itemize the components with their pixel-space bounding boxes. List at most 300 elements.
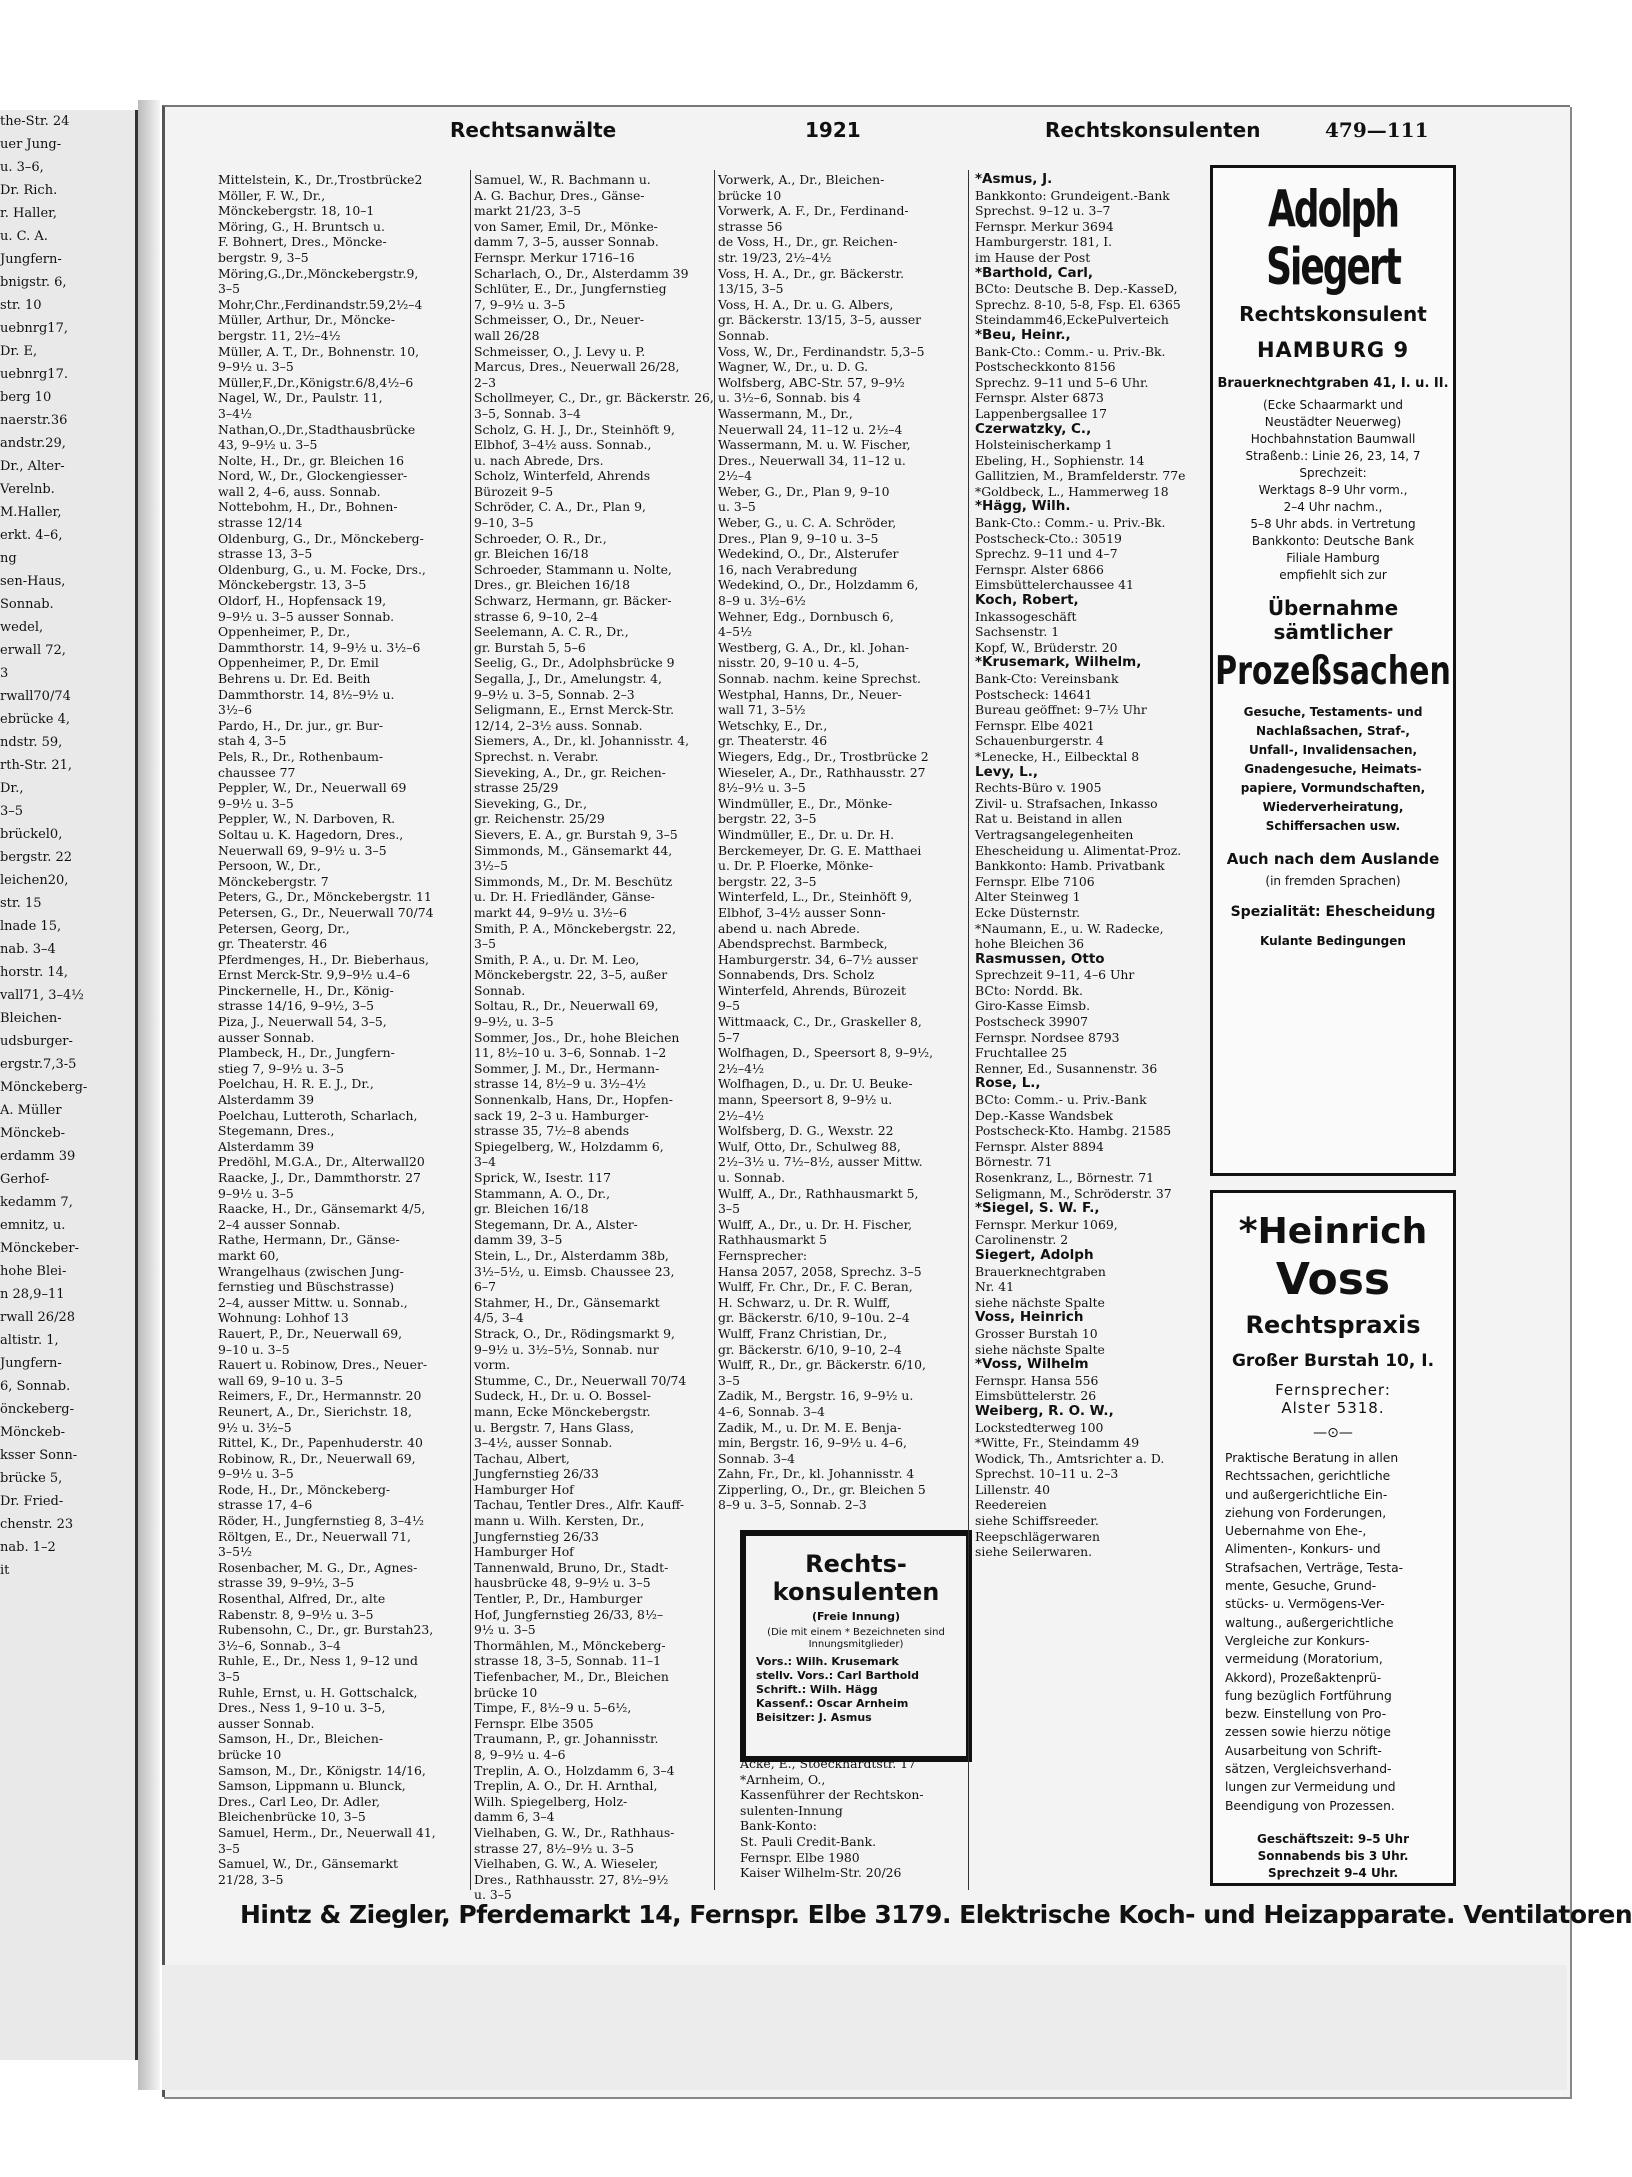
ad2-services-text (1225, 1449, 1443, 1815)
directory-entry: Schröder, C. A., Dr., Plan 9, (474, 499, 646, 515)
directory-entry: u. 3–5 (718, 499, 756, 515)
consultant-entry: hohe Bleichen 36 (975, 936, 1084, 952)
ad2-text-line: Ausarbeitung von Schrift- (1225, 1743, 1382, 1758)
directory-entry: markt 60, (218, 1247, 280, 1263)
left-facing-page (0, 110, 138, 2060)
directory-entry: Sieveking, G., Dr., (474, 795, 588, 811)
directory-entry: Pferdmenges, H., Dr. Bieberhaus, (218, 951, 429, 967)
left-page-line: ksser Sonn- (0, 1448, 78, 1463)
directory-entry: 4–5½ (718, 624, 752, 640)
directory-entry: Simmonds, M., Gänsemarkt 44, (474, 842, 673, 858)
directory-entry: damm 7, 3–5, ausser Sonnab. (474, 234, 659, 250)
consultant-entry: *Beu, Heinr., (975, 326, 1071, 343)
directory-entry: gr. Bäckerstr. 6/10, 9–10, 2–4 (718, 1341, 902, 1357)
consultant-entry: Carolinenstr. 2 (975, 1232, 1069, 1248)
directory-entry: Fernspr. Elbe 3505 (474, 1715, 594, 1731)
ad-adolph-siegert (1210, 165, 1456, 1176)
directory-entry: Weber, G., Dr., Plan 9, 9–10 (718, 483, 890, 499)
directory-entry: Röltgen, E., Dr., Neuerwall 71, (218, 1528, 411, 1544)
directory-entry: strasse 18, 3–5, Sonnab. 11–1 (474, 1653, 662, 1669)
left-page-line: r. Haller, (0, 206, 58, 221)
directory-entry: Sonnab. (474, 982, 526, 998)
directory-entry: Peppler, W., Dr., Neuerwall 69 (218, 780, 407, 796)
directory-entry: Hansa 2057, 2058, Sprechz. 3–5 (718, 1263, 922, 1279)
directory-entry: mann, Ecke Mönckebergstr. (474, 1403, 651, 1419)
left-page-line: str. 15 (0, 896, 42, 911)
directory-entry: Acke, E., Stoeckhardtstr. 17 (740, 1756, 916, 1771)
directory-entry: Samson, H., Dr., Bleichen- (218, 1731, 384, 1747)
directory-entry: 3½–5½, u. Eimsb. Chaussee 23, (474, 1263, 675, 1279)
directory-entry: Pels, R., Dr., Rothenbaum- (218, 748, 384, 764)
column-2-entries (474, 172, 714, 1903)
column-1-entries (218, 172, 468, 1892)
directory-entry: strasse 17, 4–6 (218, 1497, 313, 1513)
directory-entry: Mönckebergstr. 18, 10–1 (218, 203, 375, 219)
directory-entry: Seelig, G., Dr., Adolphsbrücke 9 (474, 655, 675, 671)
consultant-entry: Postscheck-Cto.: 30519 (975, 530, 1122, 546)
left-page-line: Mönckeb- (0, 1425, 66, 1440)
directory-entry: ausser Sonnab. (218, 1029, 315, 1045)
consultant-entry: Eimsbüttelerchaussee 41 (975, 577, 1134, 593)
left-page-line: it (0, 1563, 10, 1578)
ad1-service-line: Gnadengesuche, Heimats- (1244, 762, 1422, 776)
left-page-line: str. 10 (0, 298, 42, 313)
directory-entry: Mittelstein, K., Dr.,Trostbrücke2 (218, 172, 423, 187)
rechtskonsulenten-box (740, 1530, 972, 1762)
left-page-line: Gerhof- (0, 1172, 50, 1187)
directory-entry: Schroeder, O. R., Dr., (474, 530, 607, 546)
rk-subtitle: (Freie Innung) (811, 1610, 901, 1623)
directory-entry: u. 3½–6, Sonnab. bis 4 (718, 390, 861, 406)
consultant-entry: Reedereien (975, 1497, 1047, 1513)
left-page-line: Dr., (0, 781, 24, 796)
directory-entry: 11, 8½–10 u. 3–6, Sonnab. 1–2 (474, 1045, 667, 1061)
directory-entry: gr. Bäckerstr. 6/10, 9–10u. 2–4 (718, 1310, 910, 1326)
consultant-entry: siehe nächste Spalte (975, 1294, 1105, 1310)
directory-entry: Timpe, F., 8½–9 u. 5–6½, (474, 1700, 632, 1716)
directory-entry: 3–4½ (218, 405, 252, 421)
consultant-entry: Sprechz. 9–11 und 4–7 (975, 546, 1118, 562)
directory-entry: 9–9½ u. 3–5 (218, 1185, 294, 1201)
directory-entry: *Arnheim, O., (740, 1771, 826, 1787)
directory-entry: stieg 7, 9–9½ u. 3–5 (218, 1060, 344, 1076)
left-page-line: u. 3–6, (0, 160, 44, 175)
directory-entry: Kaiser Wilhelm-Str. 20/26 (740, 1865, 902, 1881)
ad2-text-line: fung bezüglich Fortführung (1225, 1688, 1392, 1703)
directory-entry: Wulff, A., Dr., u. Dr. H. Fischer, (718, 1216, 913, 1232)
directory-entry: Thormählen, M., Mönckeberg- (474, 1637, 666, 1653)
ad1-title: Rechtskonsulent (1239, 302, 1427, 326)
directory-entry: abend u. nach Abrede. (718, 920, 860, 936)
directory-entry: Samson, Lippmann u. Blunck, (218, 1778, 406, 1794)
directory-entry: Berckemeyer, Dr. G. E. Matthaei (718, 842, 922, 858)
rk-board-member: Vors.: Wilh. Krusemark (756, 1655, 899, 1668)
directory-entry: 8–9 u. 3½–6½ (718, 593, 806, 609)
consultant-entry: Zivil- u. Strafsachen, Inkasso (975, 795, 1158, 811)
directory-entry: Schroeder, Stammann u. Nolte, (474, 561, 672, 577)
consultant-entry: BCto: Comm.- u. Priv.-Bank (975, 1092, 1147, 1108)
left-page-line: A. Müller (0, 1103, 62, 1118)
directory-entry: Wedekind, O., Dr., Holzdamm 6, (718, 577, 919, 593)
directory-entry: nisstr. 20, 9–10 u. 4–5, (718, 655, 860, 671)
directory-entry: Stegemann, Dres., (218, 1123, 335, 1139)
header-year: 1921 (805, 118, 861, 142)
directory-entry: Reimers, F., Dr., Hermannstr. 20 (218, 1388, 422, 1404)
consultant-entry: Ehescheidung u. Alimentat-Proz. (975, 842, 1182, 858)
consultant-entry: Inkassogeschäft (975, 608, 1077, 624)
ad2-hours-line: Geschäftszeit: 9–5 Uhr (1256, 1831, 1409, 1846)
directory-entry: Vorwerk, A. F., Dr., Ferdinand- (718, 203, 909, 219)
directory-entry: 3½–6 (218, 702, 252, 718)
directory-entry: de Voss, H., Dr., gr. Reichen- (718, 234, 898, 250)
ad2-text-line: stücks- u. Vermögens-Ver- (1225, 1597, 1385, 1612)
directory-entry: Alsterdamm 39 (218, 1138, 315, 1154)
ad1-service-line: Nachlaßsachen, Straf-, (1256, 724, 1410, 738)
directory-entry: u. Bergstr. 7, Hans Glass, (474, 1419, 635, 1435)
ad2-address: Großer Burstah 10, I. (1231, 1351, 1435, 1371)
directory-entry: bergstr. 9, 3–5 (218, 249, 309, 265)
left-page-line: ergstr.7,3-5 (0, 1057, 77, 1072)
directory-entry: Marcus, Dres., Neuerwall 26/28, (474, 359, 680, 375)
directory-entry: Wulff, Fr. Chr., Dr., F. C. Beran, (718, 1279, 913, 1295)
directory-entry: Wagner, W., Dr., u. D. G. (718, 359, 869, 375)
left-page-line: naerstr.36 (0, 413, 68, 428)
directory-entry: wall 71, 3–5½ (718, 702, 806, 718)
directory-entry: Kassenführer der Rechtskon- (740, 1787, 924, 1803)
directory-entry: Nolte, H., Dr., gr. Bleichen 16 (218, 452, 405, 468)
ad1-detail-line: empfiehlt sich zur (1279, 568, 1387, 582)
directory-entry: Samuel, W., Dr., Gänsemarkt (218, 1856, 398, 1872)
directory-entry: 3–5, Sonnab. 3–4 (474, 405, 581, 421)
consultant-entry: Reepschlägerwaren (975, 1528, 1100, 1544)
directory-entry: Dres., Neuerwall 34, 11–12 u. (718, 452, 906, 468)
directory-entry: Piza, J., Neuerwall 54, 3–5, (218, 1014, 387, 1030)
left-page-line: wedel, (0, 620, 44, 635)
ad2-first-name: Heinrich (1257, 1211, 1428, 1252)
left-page-line: Dr. Rich. (0, 183, 58, 198)
consultant-entry: *Hägg, Wilh. (975, 498, 1071, 515)
left-page-line: ndstr. 59, (0, 735, 63, 750)
consultant-entry: Ebeling, H., Sophienstr. 14 (975, 452, 1145, 468)
consultant-entry: *Lenecke, H., Eilbecktal 8 (975, 748, 1140, 764)
directory-entry: 2–4 ausser Sonnab. (218, 1216, 341, 1232)
directory-entry: Wehner, Edg., Dornbusch 6, (718, 608, 894, 624)
consultant-entry: Hamburgerstr. 181, I. (975, 234, 1113, 250)
directory-entry: Wassermann, M., Dr., (718, 405, 853, 421)
ad2-text-line: ziehung von Forderungen, (1225, 1505, 1387, 1520)
consultant-entry: Rasmussen, Otto (975, 950, 1105, 967)
left-page-line: hohe Blei- (0, 1264, 67, 1279)
left-page-line: rwall70/74 (0, 689, 71, 704)
directory-entry: Tannenwald, Bruno, Dr., Stadt- (474, 1559, 669, 1575)
directory-entry: Zadik, M., Bergstr. 16, 9–9½ u. (718, 1388, 914, 1404)
ad1-terms: Kulante Bedingungen (1260, 934, 1406, 948)
directory-entry: brücke 10 (218, 1746, 282, 1762)
column-4-consultants (975, 172, 1230, 1902)
ad1-abroad-languages: (in fremden Sprachen) (1265, 874, 1401, 888)
ad2-text-line: sätzen, Vergleichsverhand- (1225, 1762, 1392, 1777)
directory-entry: 3–5 (718, 1372, 740, 1388)
directory-entry: markt 44, 9–9½ u. 3½–6 (474, 904, 627, 920)
directory-entry: 3–4 (474, 1154, 496, 1170)
directory-entry: Mönckebergstr. 22, 3–5, außer (474, 967, 668, 983)
directory-entry: Möring,G.,Dr.,Mönckebergstr.9, (218, 265, 419, 281)
ad1-service-line: Schiffersachen usw. (1265, 819, 1401, 833)
consultant-entry: Bankkonto: Hamb. Privatbank (975, 858, 1165, 874)
directory-entry: 3½–6, Sonnab., 3–4 (218, 1637, 341, 1653)
consultant-entry: Bureau geöffnet: 9–7½ Uhr (975, 702, 1147, 718)
consultant-entry: Lillenstr. 40 (975, 1481, 1050, 1497)
consultant-entry: Rosenkranz, L., Börnestr. 71 (975, 1170, 1155, 1185)
consultant-entry: Grosser Burstah 10 (975, 1325, 1098, 1341)
consultant-entry: Sprechzeit 9–11, 4–6 Uhr (975, 967, 1135, 983)
consultant-entry: Holsteinischerkamp 1 (975, 437, 1113, 453)
directory-entry: 9½ u. 3–5 (474, 1622, 536, 1638)
directory-entry: Windmüller, E., Dr. u. Dr. H. (718, 826, 895, 842)
consultant-entry: Eimsbüttelerstr. 26 (975, 1388, 1097, 1404)
left-page-line: erwall 72, (0, 643, 66, 658)
consultant-entry: Kopf, W., Brüderstr. 20 (975, 639, 1118, 655)
left-page-line: erdamm 39 (0, 1149, 76, 1164)
directory-entry: 3–5 (474, 936, 496, 952)
directory-entry: Strack, O., Dr., Rödingsmarkt 9, (474, 1325, 675, 1341)
directory-entry: Wulff, Franz Christian, Dr., (718, 1325, 888, 1341)
directory-entry: wall 69, 9–10 u. 3–5 (218, 1372, 344, 1388)
directory-entry: Oldorf, H., Hopfensack 19, (218, 593, 387, 609)
directory-entry: Dammthorstr. 14, 8½–9½ u. (218, 686, 395, 702)
directory-entry: Schwarz, Hermann, gr. Bäcker- (474, 593, 672, 609)
directory-entry: Elbhof, 3–4½ ausser Sonn- (718, 904, 886, 920)
ad2-text-line: Uebernahme von Ehe-, (1225, 1524, 1367, 1539)
directory-entry: Sieveking, A., Dr., gr. Reichen- (474, 764, 666, 780)
directory-entry: von Samer, Emil, Dr., Mönke- (474, 218, 658, 234)
ad2-text-line: zessen sowie hierzu nötige (1225, 1725, 1391, 1740)
consultant-entry: Börnestr. 71 (975, 1154, 1053, 1170)
directory-entry: 9–9½ u. 3–5 (218, 795, 294, 811)
left-page-line: M.Haller, (0, 505, 62, 520)
directory-entry: Neuerwall 69, 9–9½ u. 3–5 (218, 842, 387, 858)
directory-entry: 8½–9½ u. 3–5 (718, 780, 806, 796)
directory-entry: Weber, G., u. C. A. Schröder, (718, 515, 897, 531)
left-page-line: Sonnab. (0, 597, 54, 612)
ad1-detail-line: (Ecke Schaarmarkt und (1262, 398, 1404, 412)
left-page-line: brückel0, (0, 827, 63, 842)
directory-entry: Vielhaben, G. W., Dr., Rathhaus- (474, 1824, 675, 1840)
ad1-specialty: Spezialität: Ehescheidung (1230, 904, 1436, 920)
directory-entry: Abendsprechst. Barmbeck, (718, 936, 888, 952)
consultant-entry: Fernspr. Alster 6873 (975, 390, 1104, 406)
directory-entry: Sprick, W., Isestr. 117 (474, 1170, 612, 1185)
directory-entry: Treplin, A. O., Dr. H. Arnthal, (474, 1778, 658, 1794)
directory-entry: Fernspr. Merkur 1716–16 (474, 249, 635, 265)
directory-entry: brücke 10 (718, 187, 782, 203)
directory-entry: Scholz, G. H. J., Dr., Steinhöft 9, (474, 421, 675, 437)
left-page-line: rth-Str. 21, (0, 758, 73, 773)
directory-entry: Stammann, A. O., Dr., (474, 1185, 611, 1201)
rk-note: (Die mit einem * Bezeichneten sind Innungsmitglieder) (767, 1627, 945, 1650)
ad2-phone-label: Fernsprecher: (1275, 1381, 1391, 1399)
directory-entry: u. Dr. P. Floerke, Mönke- (718, 858, 874, 874)
consultant-entry: Fernspr. Nordsee 8793 (975, 1029, 1120, 1045)
directory-entry: Ernst Merck-Str. 9,9–9½ u.4–6 (218, 967, 411, 983)
directory-entry: Sievers, E. A., gr. Burstah 9, 3–5 (474, 826, 678, 842)
consultant-entry: Bank-Cto.: Comm.- u. Priv.-Bk. (975, 343, 1166, 359)
left-page-line: bnigstr. 6, (0, 275, 67, 290)
consultant-entry: Ecke Düsternstr. (975, 904, 1081, 920)
left-page-line: brücke 5, (0, 1471, 63, 1486)
rk-board-list (756, 1655, 956, 1725)
left-page-line: rwall 26/28 (0, 1310, 76, 1325)
consultant-entry: Lockstedterweg 100 (975, 1419, 1104, 1435)
directory-entry: bergstr. 22, 3–5 (718, 811, 817, 827)
consultant-entry: Lappenbergsallee 17 (975, 405, 1107, 421)
directory-entry: Wulff, A., Dr., Rathhausmarkt 5, (718, 1185, 919, 1201)
directory-entry: 2–3 (474, 374, 496, 390)
directory-entry: Voss, W., Dr., Ferdinandstr. 5,3–5 (718, 343, 925, 359)
directory-entry: Seelemann, A. C. R., Dr., (474, 624, 629, 640)
consultant-entry: Rat u. Beistand in allen (975, 811, 1123, 827)
directory-entry: 16, nach Verabredung (718, 561, 858, 577)
directory-entry: 9–9½ u. 3–5, Sonnab. 2–3 (474, 686, 635, 702)
directory-entry: fernstieg und Büschstrasse) (218, 1279, 395, 1295)
directory-entry: 3–4½, ausser Sonnab. (474, 1435, 613, 1451)
directory-entry: Bank-Konto: (740, 1818, 817, 1834)
directory-entry: 9–10, 3–5 (474, 515, 534, 531)
directory-entry: Möring, G., H. Bruntsch u. (218, 218, 385, 234)
consultant-entry: Sprechz. 9–11 und 5–6 Uhr. (975, 374, 1149, 390)
consultant-entry: Sprechst. 10–11 u. 2–3 (975, 1466, 1119, 1482)
left-page-line: vall71, 3–4½ (0, 988, 84, 1003)
directory-entry: 9–9½ u. 3–5 (218, 359, 294, 375)
consultant-entry: Fernspr. Alster 8894 (975, 1138, 1104, 1154)
left-page-line: Verelnb. (0, 482, 55, 497)
directory-entry: Nagel, W., Dr., Paulstr. 11, (218, 390, 383, 406)
consultant-entry: BCto: Deutsche B. Dep.-KasseD, (975, 281, 1178, 297)
consultant-entry: Vertragsangelegenheiten (975, 826, 1134, 842)
consultant-entry: Fruchtallee 25 (975, 1045, 1068, 1061)
directory-entry: min, Bergstr. 16, 9–9½ u. 4–6, (718, 1435, 907, 1451)
ad2-text-line: Rechtssachen, gerichtliche (1225, 1469, 1391, 1484)
directory-entry: stah 4, 3–5 (218, 733, 287, 749)
directory-entry: Nottebohm, H., Dr., Bohnen- (218, 499, 398, 515)
directory-entry: 9–9½ u. 3–5 ausser Sonnab. (218, 608, 395, 624)
ad2-text-line: bezw. Einstellung von Pro- (1225, 1707, 1387, 1722)
consultant-entry: Rose, L., (975, 1075, 1041, 1092)
consultant-entry: *Asmus, J. (975, 171, 1053, 187)
ad2-hours-line: Sprechzeit 9–4 Uhr. (1267, 1865, 1399, 1880)
directory-entry: 8–9 u. 3–5, Sonnab. 2–3 (718, 1497, 867, 1513)
directory-entry: strasse 27, 8½–9½ u. 3–5 (474, 1840, 635, 1856)
consultant-entry: Nr. 41 (975, 1279, 1015, 1295)
left-page-line: sen-Haus, (0, 574, 66, 589)
ad2-text-line: Beendigung von Prozessen. (1225, 1798, 1395, 1813)
consultant-entry: Fernspr. Merkur 3694 (975, 218, 1114, 234)
directory-entry: Petersen, G., Dr., Neuerwall 70/74 (218, 904, 434, 920)
directory-entry: Mönckebergstr. 7 (218, 873, 329, 889)
ad2-text-line: Praktische Beratung in allen (1225, 1451, 1399, 1465)
directory-entry: Wohnung: Lohhof 13 (218, 1310, 349, 1326)
left-page-line: Mönckeber- (0, 1241, 79, 1256)
consultant-entry: Sachsenstr. 1 (975, 624, 1060, 640)
directory-entry: strasse 56 (718, 218, 783, 234)
left-page-line: horstr. 14, (0, 965, 69, 980)
directory-entry: 2–4, ausser Mittw. u. Sonnab., (218, 1294, 408, 1310)
directory-entry: 3–5½ (218, 1544, 252, 1560)
directory-entry: St. Pauli Credit-Bank. (740, 1833, 877, 1849)
directory-entry: mann u. Wilh. Kersten, Dr., (474, 1513, 645, 1529)
ad1-detail-line: Werktags 8–9 Uhr vorm., (1258, 483, 1408, 497)
directory-entry: Sudeck, H., Dr. u. O. Bossel- (474, 1388, 651, 1404)
directory-entry: Seligmann, E., Ernst Merck-Str. (474, 702, 675, 718)
rk-board-member: stellv. Vors.: Carl Barthold (756, 1669, 919, 1682)
left-page-line: berg 10 (0, 390, 52, 405)
ad1-detail-line: Sprechzeit: (1299, 466, 1367, 480)
ad1-headline-1: Übernahme sämtlicher (1267, 596, 1399, 644)
directory-entry: Winterfeld, L., Dr., Steinhöft 9, (718, 889, 913, 905)
directory-entry: Stein, L., Dr., Alsterdamm 38b, (474, 1247, 669, 1263)
directory-entry: vorm. (474, 1357, 511, 1373)
directory-entry: Tiefenbacher, M., Dr., Bleichen (474, 1669, 669, 1684)
directory-entry: Möller, F. W., Dr., (218, 187, 326, 203)
directory-entry: Hamburger Hof (474, 1481, 574, 1497)
left-page-line: ng (0, 551, 17, 566)
directory-entry: strasse 13, 3–5 (218, 546, 313, 562)
left-page-line: 6, Sonnab. (0, 1379, 71, 1394)
directory-entry: gr. Reichenstr. 25/29 (474, 811, 605, 827)
directory-entry: 9½ u. 3½–5 (218, 1419, 292, 1435)
directory-entry: 9–9½ u. 3½–5½, Sonnab. nur (474, 1341, 659, 1357)
left-page-line: andstr.29, (0, 436, 66, 451)
directory-entry: strasse 35, 7½–8 abends (474, 1123, 630, 1139)
directory-entry: Zadik, M., u. Dr. M. E. Benja- (718, 1419, 902, 1435)
directory-entry: strasse 39, 9–9½, 3–5 (218, 1575, 355, 1591)
directory-entry: Vorwerk, A., Dr., Bleichen- (718, 172, 885, 187)
directory-entry: Rabenstr. 8, 9–9½ u. 3–5 (218, 1606, 374, 1622)
consultant-entry: Alter Steinweg 1 (975, 889, 1081, 905)
directory-entry: Stumme, C., Dr., Neuerwall 70/74 (474, 1372, 687, 1388)
consultant-entry: Postscheck-Kto. Hambg. 21585 (975, 1123, 1172, 1139)
directory-entry: Hamburger Hof (474, 1544, 574, 1560)
consultant-entry: Gallitzien, M., Bramfelderstr. 77e (975, 468, 1186, 484)
directory-entry: 3–5 (218, 1669, 240, 1684)
directory-entry: Wulf, Otto, Dr., Schulweg 88, (718, 1138, 901, 1154)
directory-entry: 21/28, 3–5 (218, 1871, 284, 1887)
directory-entry: Soltau u. K. Hagedorn, Dres., (218, 826, 404, 842)
consultant-entry: Weiberg, R. O. W., (975, 1402, 1114, 1419)
running-header (160, 118, 1440, 158)
directory-entry: Poelchau, Lutteroth, Scharlach, (218, 1107, 418, 1123)
directory-entry: Neuerwall 24, 11–12 u. 2½–4 (718, 421, 903, 437)
directory-entry: brücke 10 (474, 1684, 538, 1700)
directory-entry: Westberg, G. A., Dr., kl. Johan- (718, 639, 910, 655)
consultant-entry: Siegert, Adolph (975, 1246, 1094, 1263)
directory-entry: Zahn, Fr., Dr., kl. Johannisstr. 4 (718, 1466, 915, 1482)
left-page-line: Jungfern- (0, 1356, 62, 1371)
header-category: Rechtskonsulenten (1045, 118, 1261, 142)
consultant-entry: Fernspr. Hansa 556 (975, 1372, 1099, 1388)
ad1-detail-line: 5–8 Uhr abds. in Vertretung (1250, 517, 1416, 531)
directory-entry: Persoon, W., Dr., (218, 858, 321, 874)
directory-entry: Alsterdamm 39 (218, 1092, 315, 1108)
ad2-text-line: lungen zur Vermeidung und (1225, 1780, 1396, 1795)
directory-entry: Smith, P. A., Mönckebergstr. 22, (474, 920, 677, 936)
directory-entry: 8, 9–9½ u. 4–6 (474, 1746, 566, 1762)
directory-entry: Peppler, W., N. Darboven, R. (218, 811, 396, 827)
directory-entry: Dres., Carl Leo, Dr. Adler, (218, 1793, 381, 1809)
directory-entry: Schmeisser, O., J. Levy u. P. (474, 343, 646, 359)
directory-entry: Reunert, A., Dr., Sierichstr. 18, (218, 1403, 412, 1419)
consultant-entry: Fernspr. Elbe 4021 (975, 717, 1095, 733)
